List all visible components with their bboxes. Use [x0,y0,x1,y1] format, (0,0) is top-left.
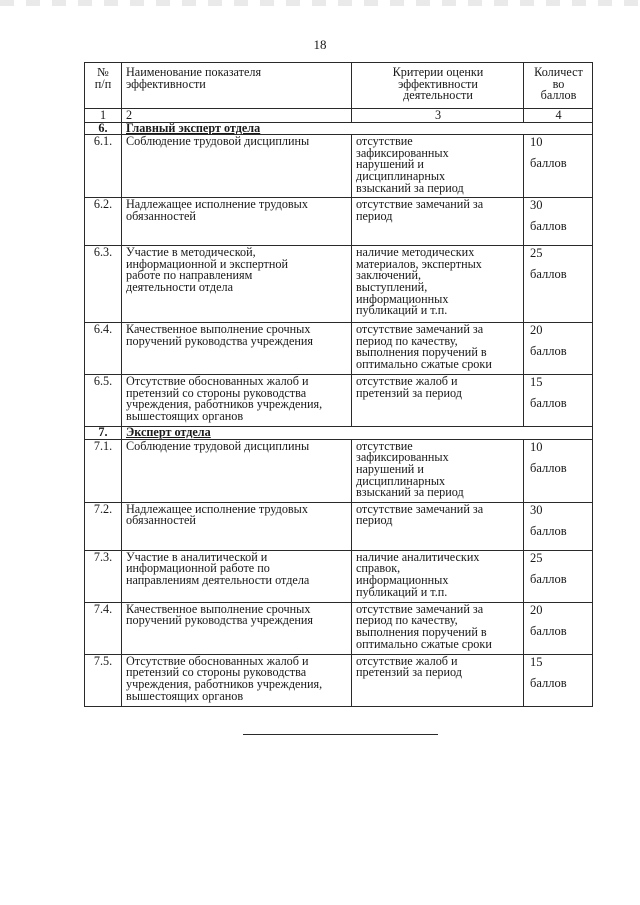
indicator-criteria: наличие аналитических справок, информационных публикаций и т.п. [352,550,524,602]
column-number-2: 2 [122,109,352,123]
score-unit: баллов [530,219,567,234]
indicator-score [524,246,593,323]
score-unit: баллов [530,571,567,586]
indicator-criteria: отсутствие замечаний за период по качеству, выполнения поручений в оптимально сжатые сроки [352,323,524,375]
indicator-score [524,323,593,375]
indicator-row [85,323,593,375]
indicator-criteria: отсутствие жалоб и претензий за период [352,654,524,706]
indicator-name: Надлежащее исполнение трудовых обязанностей [122,502,352,550]
score-value: 25 [530,550,543,565]
score-unit: баллов [530,156,567,171]
indicator-criteria: отсутствие жалоб и претензий за период [352,375,524,427]
score-unit: баллов [530,675,567,690]
indicator-number: 6.3. [85,246,122,323]
indicator-row [85,654,593,706]
indicator-name: Соблюдение трудовой дисциплины [122,439,352,502]
section-header-row [85,122,593,135]
indicator-row [85,502,593,550]
indicator-number: 6.1. [85,135,122,198]
score-unit: баллов [530,344,567,359]
indicator-criteria: наличие методических материалов, экспертных заключений, выступлений, информационных публикаций и т.п. [352,246,524,323]
indicator-criteria: отсутствие замечаний за период [352,502,524,550]
indicator-name: Соблюдение трудовой дисциплины [122,135,352,198]
indicator-name: Качественное выполнение срочных поручений руководства учреждения [122,602,352,654]
indicator-criteria: отсутствие замечаний за период по качеству, выполнения поручений в оптимально сжатые сроки [352,602,524,654]
section-header-row [85,427,593,440]
score-unit: баллов [530,396,567,411]
indicator-number: 7.2. [85,502,122,550]
indicator-score [524,654,593,706]
header-score: Количест во баллов [524,63,593,109]
indicator-name: Надлежащее исполнение трудовых обязанностей [122,198,352,246]
indicator-criteria: отсутствие зафиксированных нарушений и дисциплинарных взысканий за период [352,439,524,502]
indicator-score [524,375,593,427]
indicator-score [524,550,593,602]
score-value: 15 [530,375,543,390]
evaluation-criteria-table [84,62,593,707]
indicator-criteria: отсутствие зафиксированных нарушений и дисциплинарных взысканий за период [352,135,524,198]
indicator-score [524,602,593,654]
scan-edge-marks [0,0,640,6]
score-value: 20 [530,602,543,617]
indicator-number: 7.3. [85,550,122,602]
indicator-number: 7.1. [85,439,122,502]
indicator-row [85,246,593,323]
table-body [85,63,593,707]
section-title: Главный эксперт отдела [122,122,593,135]
indicator-row [85,198,593,246]
section-number: 7. [85,427,122,440]
indicator-name: Качественное выполнение срочных поручений руководства учреждения [122,323,352,375]
indicator-score [524,439,593,502]
indicator-row [85,135,593,198]
indicator-number: 7.4. [85,602,122,654]
closing-rule [243,734,438,735]
column-number-4: 4 [524,109,593,123]
indicator-number: 6.5. [85,375,122,427]
indicator-name: Участие в методической, информационной и экспертной работе по направлениям деятельности отдела [122,246,352,323]
indicator-name: Участие в аналитической и информационной работе по направлениям деятельности отдела [122,550,352,602]
section-number: 6. [85,122,122,135]
header-number: № п/п [85,63,122,109]
indicator-name: Отсутствие обоснованных жалоб и претензий со стороны руководства учреждения, работников учреждения, вышестоящих органов [122,654,352,706]
score-unit: баллов [530,523,567,538]
indicator-name: Отсутствие обоснованных жалоб и претензий со стороны руководства учреждения, работников учреждения, вышестоящих органов [122,375,352,427]
score-unit: баллов [530,267,567,282]
indicator-row [85,550,593,602]
indicator-score [524,198,593,246]
indicator-row [85,375,593,427]
indicator-number: 6.2. [85,198,122,246]
score-value: 30 [530,198,543,213]
indicator-score [524,502,593,550]
score-value: 15 [530,654,543,669]
column-number-1: 1 [85,109,122,123]
indicator-score [524,135,593,198]
score-value: 25 [530,246,543,261]
indicator-row [85,439,593,502]
score-value: 10 [530,439,543,454]
score-unit: баллов [530,623,567,638]
page-number: 18 [313,37,327,52]
indicator-number: 6.4. [85,323,122,375]
indicator-row [85,602,593,654]
header-indicator-name: Наименование показателя эффективности [122,63,352,109]
indicator-criteria: отсутствие замечаний за период [352,198,524,246]
score-value: 20 [530,323,543,338]
indicator-number: 7.5. [85,654,122,706]
table-header-row [85,63,593,109]
header-criteria: Критерии оценки эффективности деятельности [352,63,524,109]
column-number-3: 3 [352,109,524,123]
score-unit: баллов [530,460,567,475]
section-title: Эксперт отдела [122,427,593,440]
score-value: 10 [530,135,543,150]
score-value: 30 [530,502,543,517]
